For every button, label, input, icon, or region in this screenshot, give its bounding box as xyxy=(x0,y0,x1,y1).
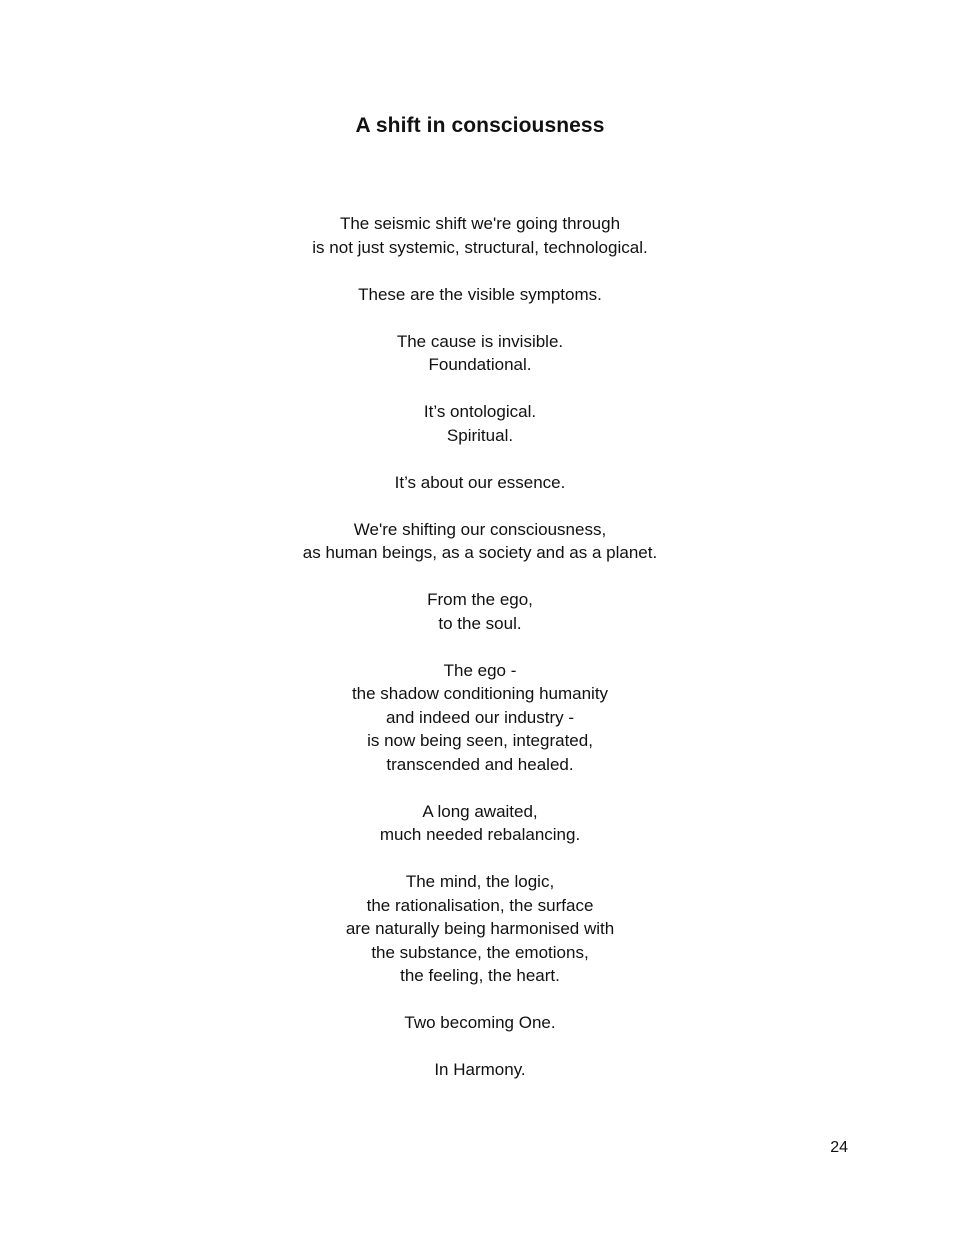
page-title: A shift in consciousness xyxy=(355,114,605,137)
stanza xyxy=(0,518,960,565)
page-number: 24 xyxy=(830,1139,848,1156)
stanza xyxy=(0,400,960,447)
poem-line: Two becoming One. xyxy=(404,1013,556,1032)
stanza xyxy=(0,212,960,259)
poem-line: the substance, the emotions, xyxy=(371,942,589,962)
poem-line: and indeed our industry - xyxy=(385,707,575,727)
poem-line: is not just systemic, structural, technological. xyxy=(312,237,648,257)
poem-line: the feeling, the heart. xyxy=(400,966,560,985)
poem-line: It’s about our essence. xyxy=(394,472,566,492)
stanza xyxy=(0,800,960,847)
poem-line: In Harmony. xyxy=(434,1060,526,1079)
stanza xyxy=(0,1011,960,1035)
poem-line: the shadow conditioning humanity xyxy=(351,684,609,703)
poem-line: From the ego, xyxy=(427,590,533,609)
poem-line: The ego - xyxy=(443,660,517,680)
poem-line: the rationalisation, the surface xyxy=(366,895,594,915)
stanza xyxy=(0,330,960,377)
poem-line: It’s ontological. xyxy=(423,402,537,421)
poem-line: Spiritual. xyxy=(446,425,514,445)
poem-line: much needed rebalancing. xyxy=(379,825,581,844)
poem-line: We're shifting our consciousness, xyxy=(353,519,607,539)
poem-line: transcended and healed. xyxy=(386,754,574,774)
poem-line: The cause is invisible. xyxy=(396,331,564,351)
poem-line: are naturally being harmonised with xyxy=(345,919,615,938)
poem-line: These are the visible symptoms. xyxy=(358,284,602,304)
stanza xyxy=(0,283,960,307)
poem-line: The seismic shift we're going through xyxy=(339,214,621,233)
poem-line: The mind, the logic, xyxy=(405,872,555,891)
poem-line: Foundational. xyxy=(428,355,532,374)
poem-body xyxy=(0,212,960,1105)
stanza xyxy=(0,870,960,988)
stanza xyxy=(0,659,960,777)
stanza xyxy=(0,1058,960,1082)
poem-line: to the soul. xyxy=(438,613,522,633)
stanza xyxy=(0,471,960,495)
poem-line: is now being seen, integrated, xyxy=(367,731,593,750)
poem-line: A long awaited, xyxy=(422,801,538,821)
stanza xyxy=(0,588,960,635)
poem-line: as human beings, as a society and as a planet. xyxy=(302,543,658,562)
